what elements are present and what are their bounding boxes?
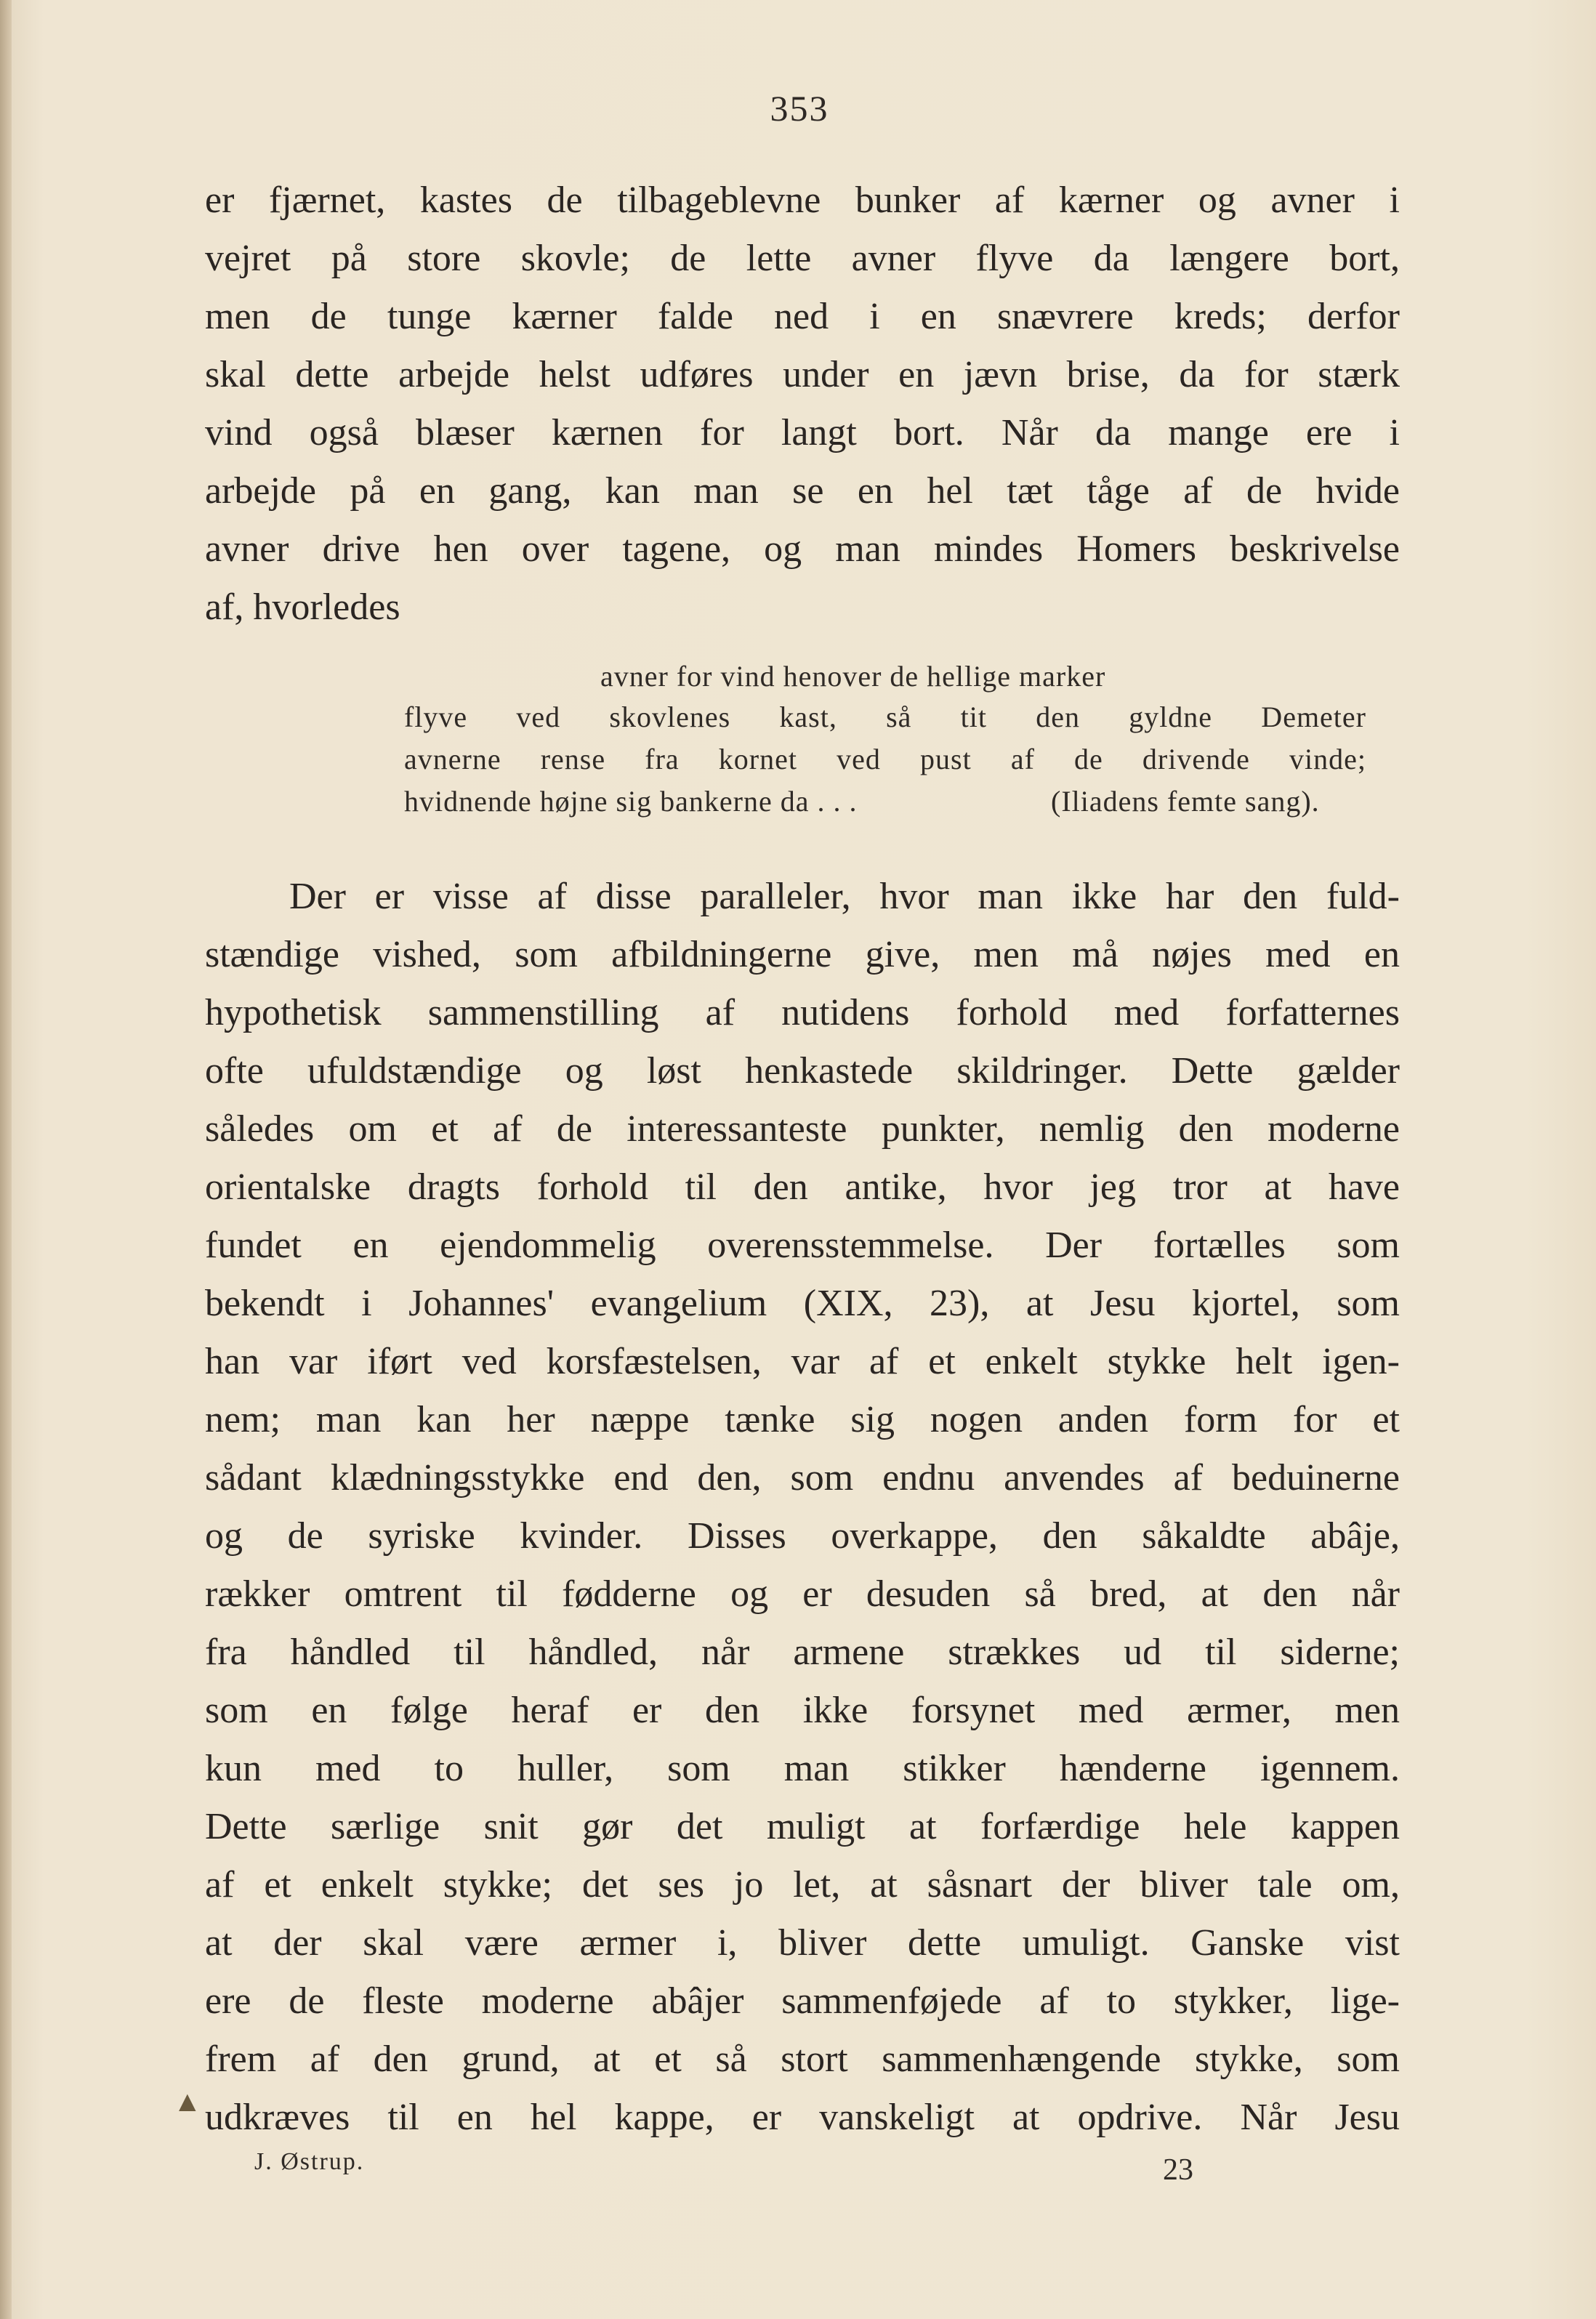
text-line: at der skal være ærmer i, bliver dette umuligt. Ganske vist <box>205 1922 1400 1964</box>
page-spine-edge <box>0 0 12 2319</box>
text-line: af, hvorledes <box>205 586 400 628</box>
text-line: sådant klædningsstykke end den, som endnu anvendes af beduinerne <box>205 1457 1400 1499</box>
text-line: fra håndled til håndled, når armene strækkes ud til siderne; <box>205 1632 1400 1673</box>
text-line: bekendt i Johannes' evangelium (XIX, 23), at Jesu kjortel, som <box>205 1283 1400 1324</box>
text-line: som en følge heraf er den ikke forsynet med ærmer, men <box>205 1690 1400 1731</box>
text-line: orientalske dragts forhold til den antike, hvor jeg tror at have <box>205 1166 1400 1208</box>
verse-line: avnerne rense fra kornet ved pust af de drivende vinde; <box>404 743 1366 775</box>
text-line: ere de fleste moderne abâjer sammenføjede af to stykker, lige- <box>205 1980 1400 2022</box>
text-line: stændige vished, som afbildningerne give, men må nøjes med en <box>205 934 1400 975</box>
page-number: 353 <box>770 88 829 129</box>
text-line: nem; man kan her næppe tænke sig nogen anden form for et <box>205 1399 1400 1440</box>
text-line: frem af den grund, at et så stort sammenhængende stykke, som <box>205 2038 1400 2080</box>
sheet-number: 23 <box>1163 2153 1193 2187</box>
text-line: avner drive hen over tagene, og man mindes Homers beskrivelse <box>205 528 1400 570</box>
text-line: Der er visse af disse paralleler, hvor man ikke har den fuld- <box>289 876 1400 917</box>
verse-line: avner for vind henover de hellige marker <box>600 660 1106 693</box>
text-line: skal dette arbejde helst udføres under en jævn brise, da for stærk <box>205 354 1400 395</box>
text-line: således om et af de interessanteste punkter, nemlig den moderne <box>205 1108 1400 1150</box>
verse-source: (Iliadens femte sang). <box>1051 785 1320 818</box>
text-line: udkræves til en hel kappe, er vanskeligt at opdrive. Når Jesu <box>205 2097 1400 2138</box>
ink-speck-mark: ▲ <box>173 2085 202 2118</box>
text-line: af et enkelt stykke; det ses jo let, at såsnart der bliver tale om, <box>205 1864 1400 1905</box>
verse-line: hvidnende højne sig bankerne da . . . <box>404 785 858 818</box>
text-line: hypothetisk sammenstilling af nutidens forhold med forfatternes <box>205 992 1400 1033</box>
text-line: men de tunge kærner falde ned i en snævrere kreds; derfor <box>205 296 1400 337</box>
text-line: og de syriske kvinder. Disses overkappe, den såkaldte abâje, <box>205 1515 1400 1557</box>
text-line: kun med to huller, som man stikker hænderne igennem. <box>205 1748 1400 1789</box>
text-line: vind også blæser kærnen for langt bort. Når da mange ere i <box>205 412 1400 453</box>
text-line: arbejde på en gang, kan man se en hel tæt tåge af de hvide <box>205 470 1400 512</box>
text-line: er fjærnet, kastes de tilbageblevne bunker af kærner og avner i <box>205 180 1400 221</box>
text-line: Dette særlige snit gør det muligt at forfærdige hele kappen <box>205 1806 1400 1847</box>
verse-line: flyve ved skovlenes kast, så tit den gyldne Demeter <box>404 701 1366 733</box>
text-line: ofte ufuldstændige og løst henkastede skildringer. Dette gælder <box>205 1050 1400 1092</box>
text-line: han var iført ved korsfæstelsen, var af et enkelt stykke helt igen- <box>205 1341 1400 1382</box>
text-line: fundet en ejendommelig overensstemmelse. Der fortælles som <box>205 1225 1400 1266</box>
author-signature: J. Østrup. <box>254 2148 365 2175</box>
text-line: rækker omtrent til fødderne og er desuden så bred, at den når <box>205 1573 1400 1615</box>
text-line: vejret på store skovle; de lette avner flyve da længere bort, <box>205 238 1400 279</box>
